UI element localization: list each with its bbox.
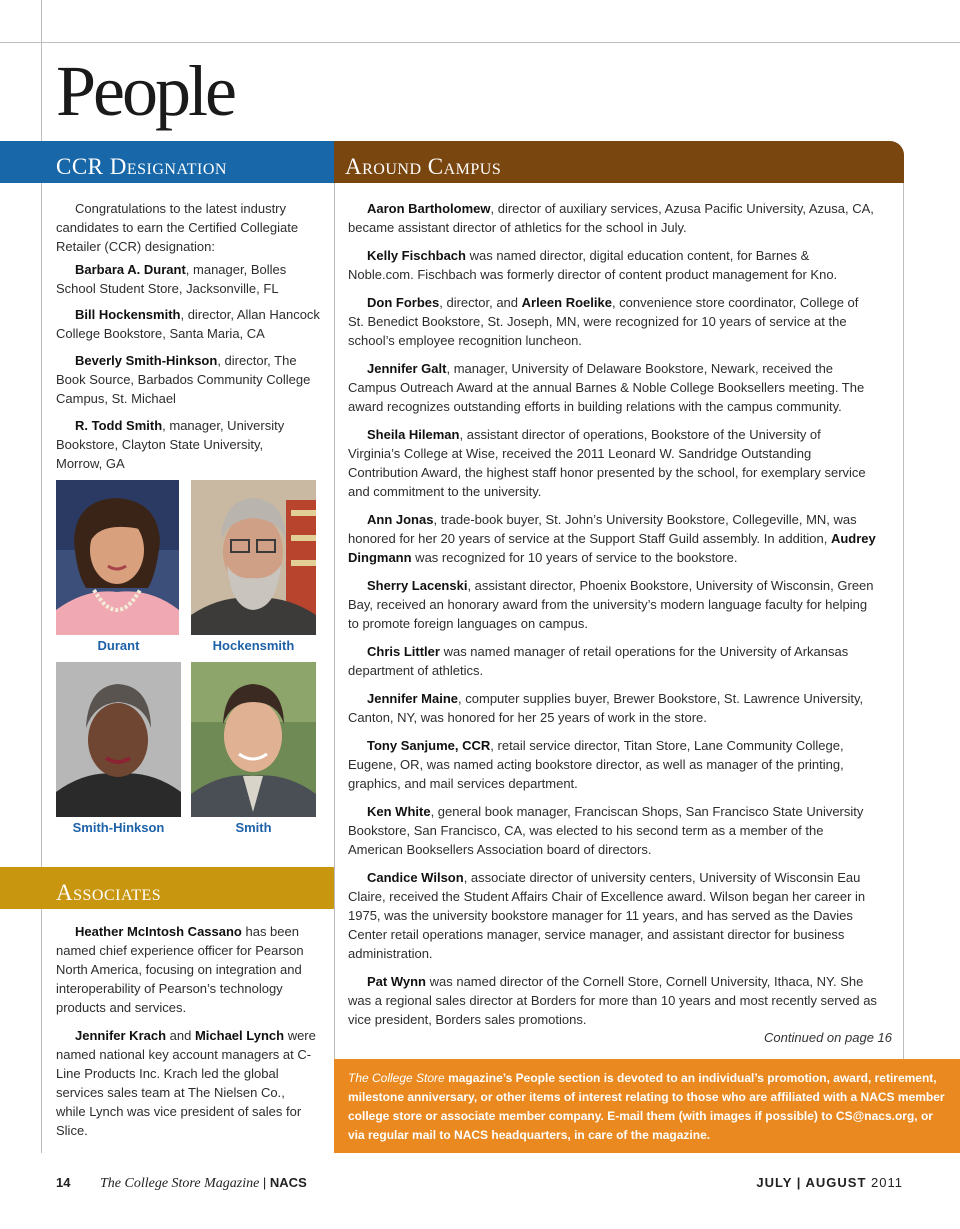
item-text: and	[166, 1028, 195, 1043]
person-name: Arleen Roelike	[521, 295, 612, 310]
around-campus-heading: Around Campus	[334, 141, 904, 183]
person-name: Ann Jonas	[367, 512, 434, 527]
person-name: R. Todd Smith	[75, 418, 163, 433]
callout-text: section is devoted to an individual’s promotion, award, retirement, milestone anniversary, or other items of interest relating to those who are affiliated with a NACS member college store or associate member company. E-mail them (with images if possible) to CS@nacs.org, or via regular mail to NACS headquarters, in care of the magazine.	[348, 1071, 945, 1142]
person-detail: , director, Allan Hancock College Bookstore, Santa Maria, CA	[56, 307, 320, 341]
org-name: NACS	[269, 1175, 307, 1190]
photo-caption-durant: Durant	[97, 638, 140, 653]
person-name: Tony Sanjume, CCR	[367, 738, 491, 753]
person-name: Don Forbes	[367, 295, 440, 310]
campus-item-maine	[348, 689, 876, 727]
item-text: , computer supplies buyer, Brewer Bookstore, St. Lawrence University, Canton, NY, was honored for her 25 years of work in the store.	[348, 691, 864, 725]
person-name: Beverly Smith-Hinkson	[75, 353, 218, 368]
campus-item-wynn	[348, 972, 884, 1029]
callout-text: magazine’s	[444, 1071, 516, 1085]
person-detail: , manager, University Bookstore, Clayton State University, Morrow, GA	[56, 418, 285, 471]
person-name: Chris Littler	[367, 644, 440, 659]
item-text: , director, and	[439, 295, 522, 310]
item-text: , director of auxiliary services, Azusa Pacific University, Azusa, CA, became assistant director of athletics for the school in July.	[348, 201, 874, 235]
campus-item-sanjume	[348, 736, 884, 793]
ccr-person-smith	[56, 416, 288, 473]
campus-item-lacenski	[348, 576, 876, 633]
continued-note: Continued on page 16	[764, 1030, 892, 1045]
person-name: Michael Lynch	[194, 1028, 285, 1043]
campus-item-fischbach	[348, 246, 876, 284]
person-name: Kelly Fischbach	[367, 248, 466, 263]
person-name: Heather McIntosh Cassano	[75, 924, 242, 939]
campus-item-galt	[348, 359, 876, 416]
issue-months: JULY | AUGUST	[756, 1175, 867, 1190]
campus-item-white	[348, 802, 876, 859]
magazine-name: The College Store	[348, 1071, 445, 1085]
photo-caption-smith: Smith	[235, 820, 272, 835]
campus-item-littler	[348, 642, 876, 680]
photo-hockensmith	[191, 480, 316, 635]
person-name: Jennifer Krach	[75, 1028, 167, 1043]
column-divider	[334, 183, 335, 1059]
campus-item-jonas-dingmann	[348, 510, 876, 567]
right-column-rule	[903, 183, 904, 1059]
photo-smith-hinkson	[56, 662, 181, 817]
person-name: Candice Wilson	[367, 870, 464, 885]
person-detail: , director, The Book Source, Barbados Community College Campus, St. Michael	[56, 353, 311, 406]
ccr-intro: Congratulations to the latest industry candidates to earn the Certified Collegiate Retailer (CCR) designation:	[56, 201, 299, 254]
person-name: Bill Hockensmith	[75, 307, 181, 322]
item-text: , assistant director of operations, Bookstore of the University of Virginia’s College at Wise, received the 2011 Leonard W. Sandridge Outstanding Contribution Award, the highest staff honor presented by the school, for exemplary service and commitment to the university.	[348, 427, 866, 499]
ccr-section-heading: CCR Designation	[0, 141, 334, 183]
issue-year: 2011	[866, 1175, 903, 1190]
person-name: Ken White	[367, 804, 431, 819]
person-name: Aaron Bartholomew	[367, 201, 491, 216]
section-name: People	[515, 1071, 556, 1085]
item-text: , manager, University of Delaware Bookstore, Newark, received the Campus Outreach Award at the annual Barnes & Noble College Booksellers meeting. The award recognizes outstanding efforts in building relations with the campus community.	[348, 361, 865, 414]
photo-durant	[56, 480, 179, 635]
person-name: Jennifer Galt	[367, 361, 447, 376]
photo-caption-hockensmith: Hockensmith	[212, 638, 295, 653]
item-text: , retail service director, Titan Store, Lane Community College, Eugene, OR, was named acting bookstore director, as well as manager of the printing, graphics, and mail services department.	[348, 738, 844, 791]
person-name: Audrey Dingmann	[348, 531, 876, 565]
person-name: Jennifer Maine	[367, 691, 459, 706]
footer-separator: |	[259, 1175, 270, 1190]
associates-item-cassano	[56, 922, 308, 1017]
item-text: , assistant director, Phoenix Bookstore, University of Wisconsin, Green Bay, received an honorary award from the university’s modern language faculty for helping to promote foreign languages on campus.	[348, 578, 874, 631]
item-text: , trade-book buyer, St. John’s University Bookstore, Collegeville, MN, was honored for her 20 years of service at the Support Staff Guild assembly. In addition,	[348, 512, 857, 546]
issue-date	[756, 1175, 903, 1190]
campus-item-bartholomew	[348, 199, 876, 237]
item-text: was recognized for 10 years of service to the bookstore.	[411, 550, 738, 565]
page-number: 14	[56, 1175, 71, 1190]
photo-caption-smith-hinkson: Smith-Hinkson	[72, 820, 165, 835]
item-text: , associate director of university centers, University of Wisconsin Eau Claire, received the Student Affairs Chair of Excellence award. Wilson began her career in 1975, was the university bookstore manager for 11 years, and has served as the Davies Center retail operations manager, service manager, and assistant director for business administration.	[348, 870, 866, 961]
associates-item-krach-lynch	[56, 1026, 316, 1140]
person-name: Barbara A. Durant	[75, 262, 186, 277]
top-rule	[0, 42, 960, 43]
item-text: has been named chief experience officer for Pearson North America, focusing on integration and interoperability of Pearson’s technology products and services.	[56, 924, 304, 1015]
ccr-person-hockensmith	[56, 305, 326, 343]
item-text: was named director, digital education content, for Barnes & Noble.com. Fischbach was formerly director of content product management for Kno.	[348, 248, 838, 282]
person-name: Sheila Hileman	[367, 427, 460, 442]
person-name: Pat Wynn	[367, 974, 426, 989]
item-text: was named manager of retail operations for the University of Arkansas department of athletics.	[348, 644, 849, 678]
submission-callout	[334, 1059, 960, 1153]
campus-item-wilson	[348, 868, 876, 963]
person-name: Sherry Lacenski	[367, 578, 468, 593]
campus-item-forbes-roelike	[348, 293, 863, 350]
associates-heading: Associates	[0, 867, 334, 909]
item-text: was named director of the Cornell Store, Cornell University, Ithaca, NY. She was a regional sales director at Borders for more than 10 years and most recently served as vice president, Borders sales promotions.	[348, 974, 877, 1027]
ccr-person-durant	[56, 260, 326, 298]
publication-name: The College Store Magazine	[100, 1176, 260, 1191]
item-text: , general book manager, Franciscan Shops, San Francisco State University Bookstore, San Francisco, CA, was elected to his second term as a member of the American Booksellers Association board of directors.	[348, 804, 864, 857]
publication-line	[100, 1175, 307, 1192]
ccr-person-smith-hinkson	[56, 351, 322, 408]
photo-smith	[191, 662, 316, 817]
item-text: were named national key account managers at C-Line Products Inc. Krach led the global services sales team at The Nielsen Co., while Lynch was vice president of sales for Slice.	[56, 1028, 316, 1138]
campus-item-hileman	[348, 425, 876, 501]
item-text: , convenience store coordinator, College of St. Benedict Bookstore, St. Joseph, MN, were recognized for 10 years of service at the school’s employee recognition luncheon.	[348, 295, 859, 348]
page-title: People	[56, 51, 234, 131]
person-detail: , manager, Bolles School Student Store, Jacksonville, FL	[56, 262, 287, 296]
